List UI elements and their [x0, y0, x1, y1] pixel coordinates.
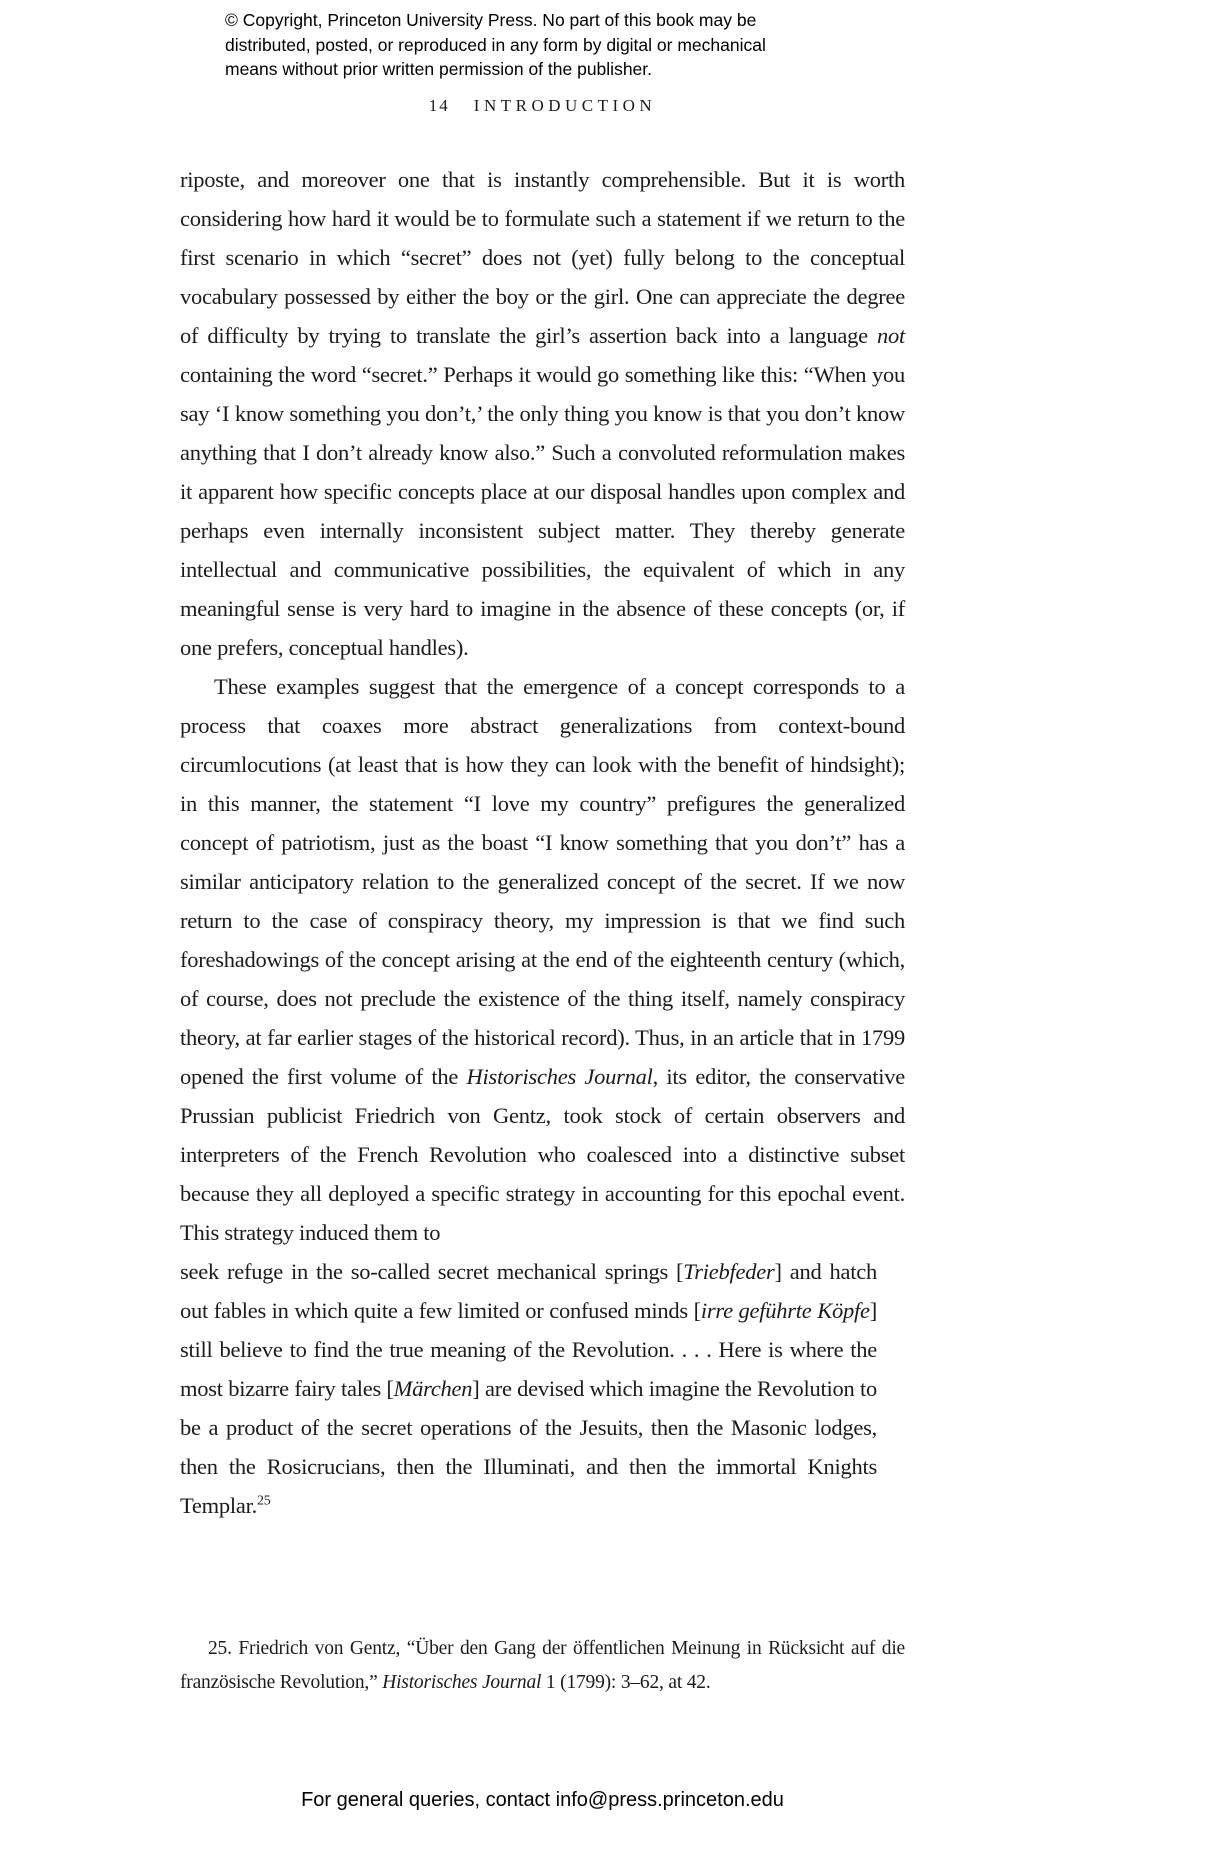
page-number: 14	[428, 96, 450, 115]
footer-contact: For general queries, contact info@press.princeton.edu	[301, 1789, 784, 1811]
body-text	[180, 160, 905, 1525]
copyright-line: means without prior written permission of the publisher.	[225, 59, 653, 79]
copyright-line: distributed, posted, or reproduced in any form by digital or mechanical	[225, 34, 766, 55]
copyright-notice	[225, 8, 766, 82]
paragraph: riposte, and moreover one that is instantly comprehensible. But it is worth considering how hard it would be to formulate such a statement if we return to the first scenario in which “secret” does not (yet) fully belong to the conceptual vocabulary possessed by either the boy or the girl. One can appreciate the degree of difficulty by trying to translate the girl’s assertion back into a language not containing the word “secret.” Perhaps it would go something like this: “When you say ‘I know something you don’t,’ the only thing you know is that you don’t know anything that I don’t already know also.” Such a convoluted reformulation makes it apparent how specific concepts place at our disposal handles upon complex and perhaps even internally inconsistent subject matter. They thereby generate intellectual and communicative possibilities, the equivalent of which in any meaningful sense is very hard to imagine in the absence of these concepts (or, if one prefers, conceptual handles).	[180, 167, 905, 660]
running-head	[180, 96, 905, 116]
paragraph: These examples suggest that the emergence of a concept corresponds to a process that coaxes more abstract generalizations from context-bound circumlocutions (at least that is how they can look with the benefit of hindsight); in this manner, the statement “I love my country” prefigures the generalized concept of patriotism, just as the boast “I know something that you don’t” has a similar anticipatory relation to the generalized concept of the secret. If we now return to the case of conspiracy theory, my impression is that we find such foreshadowings of the concept arising at the end of the eighteenth century (which, of course, does not preclude the existence of the thing itself, namely conspiracy theory, at far earlier stages of the historical record). Thus, in an article that in 1799 opened the first volume of the Historisches Journal, its editor, the conservative Prussian publicist Friedrich von Gentz, took stock of certain observers and interpreters of the French Revolution who coalesced into a distinctive subset because they all deployed a specific strategy in accounting for this epochal event. This strategy induced them to	[180, 674, 905, 1245]
footnote: 25. Friedrich von Gentz, “Über den Gang der öffentlichen Meinung in Rücksicht auf die französische Revolution,” Historisches Journal 1 (1799): 3–62, at 42.	[180, 1638, 905, 1693]
copyright-line: © Copyright, Princeton University Press. No part of this book may be	[225, 10, 757, 30]
block-quote: seek refuge in the so-called secret mechanical springs [Triebfeder] and hatch out fables in which quite a few limited or confused minds [irre geführte Köpfe] still believe to find the true meaning of the Revolution. . . . Here is where the most bizarre fairy tales [Märchen] are devised which imagine the Revolution to be a product of the secret operations of the Jesuits, then the Masonic lodges, then the Rosicrucians, then the Illuminati, and then the immortal Knights Templar.$^{25}$	[180, 1259, 877, 1518]
section-title: INTRODUCTION	[473, 96, 657, 115]
